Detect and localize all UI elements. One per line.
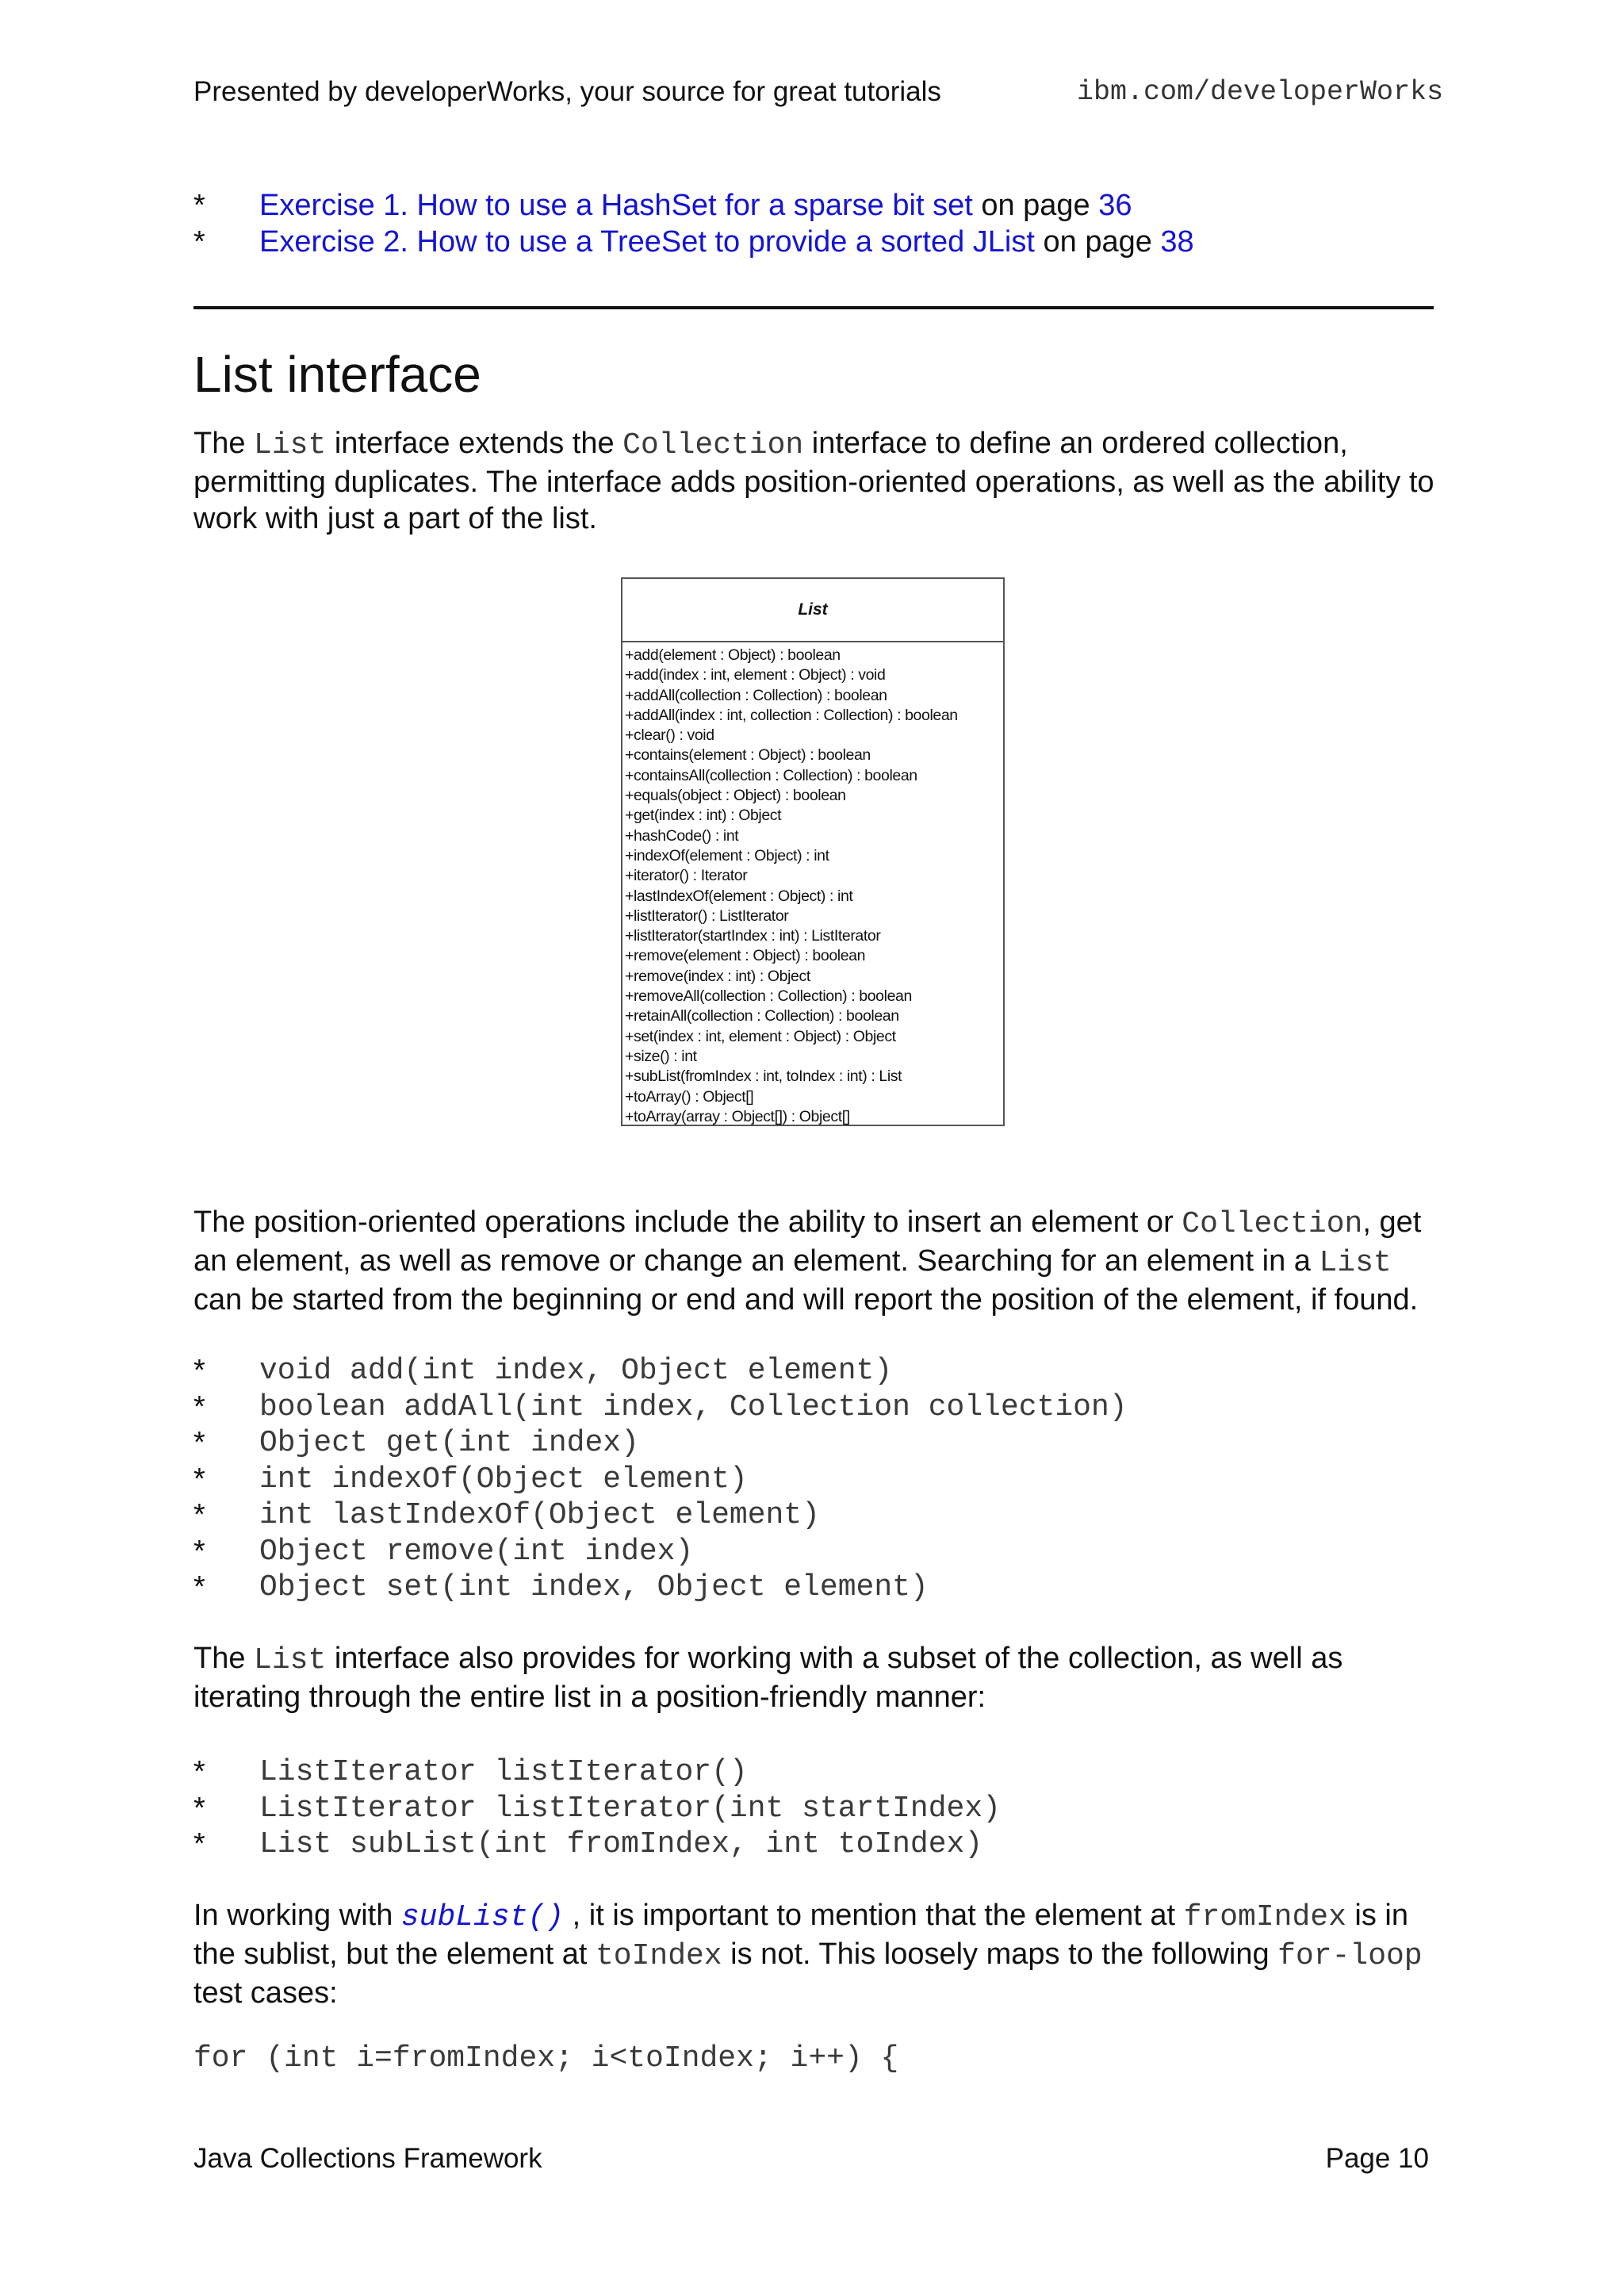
list-uml-diagram bbox=[621, 577, 1005, 1126]
bullet-marker: * bbox=[193, 1354, 205, 1387]
method-item bbox=[193, 1570, 1128, 1606]
sublist-paragraph bbox=[193, 1897, 1437, 2011]
intro-paragraph bbox=[193, 425, 1437, 537]
exercise-list bbox=[193, 187, 1194, 260]
method-item bbox=[193, 1754, 1001, 1791]
page-header-url: ibm.com/developerWorks bbox=[1077, 76, 1444, 108]
page-footer-title: Java Collections Framework bbox=[193, 2143, 542, 2174]
exercise-2-page-link[interactable]: 38 bbox=[1160, 225, 1194, 259]
sublist-link[interactable]: subList() bbox=[400, 1900, 565, 1934]
text: test cases: bbox=[193, 1976, 338, 2010]
uml-operation: +contains(element : Object) : boolean bbox=[625, 746, 871, 765]
text: In working with bbox=[193, 1899, 401, 1932]
uml-operation: +retainAll(collection : Collection) : boolean bbox=[625, 1007, 899, 1025]
position-methods-list bbox=[193, 1353, 1128, 1606]
text: can be started from the beginning or end and will report the position of the element, if found. bbox=[193, 1283, 1419, 1317]
method-item bbox=[193, 1462, 1128, 1498]
text: , get an element, as well as remove or change an element. Searching for an element in a bbox=[193, 1205, 1422, 1278]
uml-operation: +get(index : int) : Object bbox=[625, 807, 782, 825]
subset-paragraph bbox=[193, 1640, 1437, 1715]
uml-operation: +set(index : int, element : Object) : Object bbox=[625, 1027, 896, 1045]
uml-operation: +remove(index : int) : Object bbox=[625, 967, 810, 985]
text: The bbox=[193, 1642, 255, 1675]
text: is not. This loosely maps to the following bbox=[722, 1938, 1278, 1971]
text: , it is important to mention that the element at bbox=[564, 1899, 1184, 1932]
code-term: Collection bbox=[1182, 1207, 1363, 1241]
bullet-marker: * bbox=[193, 1498, 205, 1531]
uml-operation: +remove(element : Object) : boolean bbox=[625, 947, 866, 965]
bullet-marker: * bbox=[193, 189, 205, 222]
code-term: toIndex bbox=[595, 1939, 722, 1973]
code-term: List bbox=[1319, 1246, 1392, 1280]
exercise-2-link[interactable]: Exercise 2. How to use a TreeSet to provide a sorted JList bbox=[259, 225, 1035, 259]
page-header-title: Presented by developerWorks, your source for great tutorials bbox=[193, 76, 941, 107]
exercise-page-text: on page bbox=[1034, 225, 1161, 259]
for-loop-code: for (int i=fromIndex; i<toIndex; i++) { bbox=[193, 2041, 899, 2076]
uml-operation: +clear() : void bbox=[625, 726, 714, 745]
exercise-1-link[interactable]: Exercise 1. How to use a HashSet for a sparse bit set bbox=[259, 189, 973, 222]
uml-operation: +subList(fromIndex : int, toIndex : int) : List bbox=[625, 1068, 902, 1086]
uml-operation: +lastIndexOf(element : Object) : int bbox=[625, 887, 853, 905]
bullet-marker: * bbox=[193, 225, 205, 259]
method-signature: ListIterator listIterator(int startIndex) bbox=[259, 1791, 1001, 1826]
method-item bbox=[193, 1425, 1128, 1462]
exercise-item bbox=[193, 187, 1194, 224]
text: interface also provides for working with a subset of the collection, as well as iterating through the entire list in a position-friendly manner: bbox=[193, 1642, 1343, 1714]
text: interface to define an ordered collection, permitting duplicates. The interface adds position-oriented operations, as well as the ability to work with just a part of the list. bbox=[193, 427, 1434, 535]
code-term: List bbox=[254, 428, 327, 462]
method-signature: boolean addAll(int index, Collection collection) bbox=[259, 1389, 1128, 1424]
uml-operation: +hashCode() : int bbox=[625, 826, 739, 845]
method-item bbox=[193, 1534, 1128, 1570]
uml-operation: +size() : int bbox=[625, 1047, 697, 1065]
bullet-marker: * bbox=[193, 1426, 205, 1459]
method-item bbox=[193, 1353, 1128, 1389]
code-term: for-loop bbox=[1277, 1939, 1423, 1973]
text: interface extends the bbox=[326, 427, 623, 460]
uml-class-name: List bbox=[622, 579, 1003, 642]
uml-operation: +addAll(collection : Collection) : boolean bbox=[625, 686, 887, 704]
method-item bbox=[193, 1791, 1001, 1827]
bullet-marker: * bbox=[193, 1462, 205, 1496]
method-signature: int indexOf(Object element) bbox=[259, 1462, 748, 1497]
code-term: fromIndex bbox=[1183, 1900, 1346, 1934]
method-signature: List subList(int fromIndex, int toIndex) bbox=[259, 1827, 983, 1861]
bullet-marker: * bbox=[193, 1389, 205, 1424]
bullet-marker: * bbox=[193, 1791, 205, 1825]
method-signature: Object set(int index, Object element) bbox=[259, 1570, 929, 1604]
text: is in the sublist, but the element at bbox=[193, 1899, 1409, 1971]
section-divider bbox=[193, 306, 1434, 309]
uml-operation: +add(element : Object) : boolean bbox=[625, 646, 841, 664]
code-term: Collection bbox=[622, 428, 804, 462]
method-signature: ListIterator listIterator() bbox=[259, 1755, 748, 1789]
uml-operations bbox=[622, 642, 1003, 1127]
uml-operation: +containsAll(collection : Collection) : boolean bbox=[625, 766, 917, 784]
text: The bbox=[193, 427, 255, 460]
bullet-marker: * bbox=[193, 1755, 205, 1788]
uml-operation: +equals(object : Object) : boolean bbox=[625, 787, 846, 805]
position-paragraph bbox=[193, 1204, 1437, 1318]
uml-operation: +add(index : int, element : Object) : void bbox=[625, 666, 886, 684]
method-item bbox=[193, 1389, 1128, 1426]
method-signature: Object remove(int index) bbox=[259, 1534, 694, 1569]
method-item bbox=[193, 1826, 1001, 1863]
section-title: List interface bbox=[193, 346, 481, 403]
method-item bbox=[193, 1497, 1128, 1534]
page-number: Page 10 bbox=[1325, 2143, 1429, 2174]
exercise-1-page-link[interactable]: 36 bbox=[1098, 189, 1132, 222]
uml-operation: +addAll(index : int, collection : Collection) : boolean bbox=[625, 706, 958, 724]
text: The position-oriented operations include the ability to insert an element or bbox=[193, 1205, 1182, 1239]
subset-methods-list bbox=[193, 1754, 1001, 1863]
method-signature: int lastIndexOf(Object element) bbox=[259, 1498, 820, 1532]
uml-operation: +listIterator(startIndex : int) : ListIterator bbox=[625, 927, 881, 945]
method-signature: void add(int index, Object element) bbox=[259, 1354, 893, 1388]
bullet-marker: * bbox=[193, 1570, 205, 1604]
bullet-marker: * bbox=[193, 1534, 205, 1568]
uml-operation: +iterator() : Iterator bbox=[625, 867, 748, 885]
exercise-item bbox=[193, 224, 1194, 260]
uml-operation: +listIterator() : ListIterator bbox=[625, 907, 789, 925]
uml-operation: +indexOf(element : Object) : int bbox=[625, 846, 829, 864]
bullet-marker: * bbox=[193, 1827, 205, 1861]
uml-operation: +toArray() : Object[] bbox=[625, 1087, 754, 1106]
code-term: List bbox=[254, 1643, 327, 1677]
uml-operation: +removeAll(collection : Collection) : boolean bbox=[625, 987, 912, 1006]
uml-operation: +toArray(array : Object[]) : Object[] bbox=[625, 1107, 850, 1125]
exercise-page-text: on page bbox=[972, 189, 1099, 222]
method-signature: Object get(int index) bbox=[259, 1426, 639, 1460]
